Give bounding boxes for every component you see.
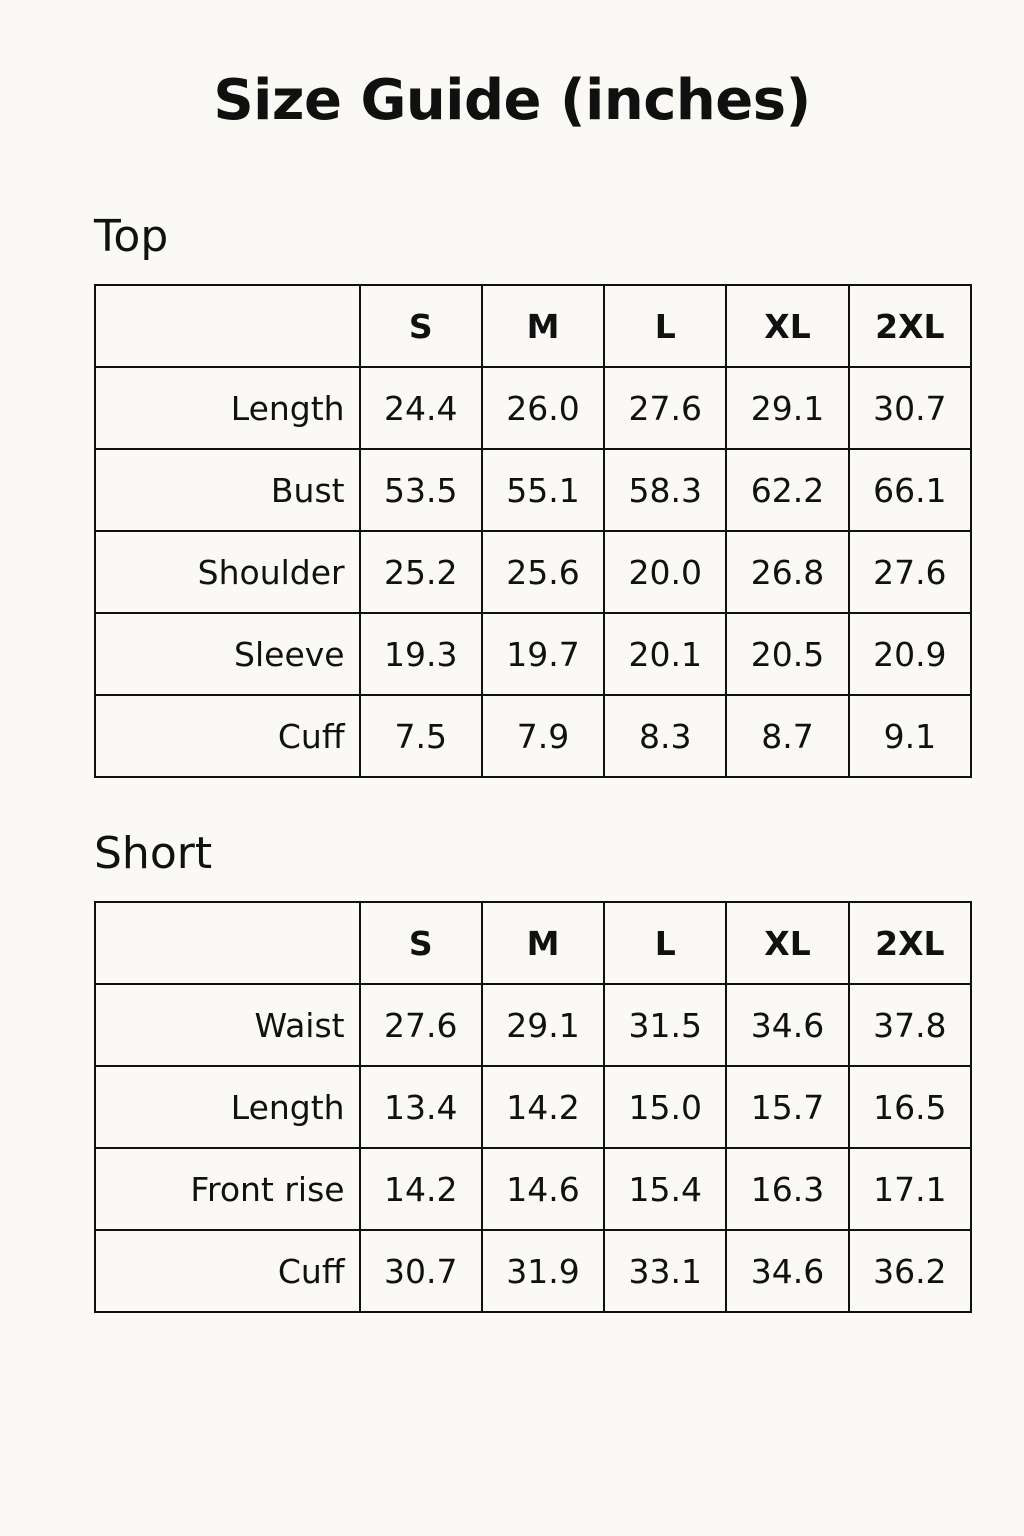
cell-value: 37.8 xyxy=(849,984,971,1066)
column-header-2xl: 2XL xyxy=(849,902,971,984)
cell-value: 17.1 xyxy=(849,1148,971,1230)
cell-value: 30.7 xyxy=(849,367,971,449)
cell-value: 14.2 xyxy=(482,1066,604,1148)
cell-value: 16.3 xyxy=(726,1148,848,1230)
cell-value: 15.0 xyxy=(604,1066,726,1148)
cell-value: 8.3 xyxy=(604,695,726,777)
cell-value: 20.0 xyxy=(604,531,726,613)
cell-value: 36.2 xyxy=(849,1230,971,1312)
cell-value: 26.0 xyxy=(482,367,604,449)
cell-value: 14.6 xyxy=(482,1148,604,1230)
section-short xyxy=(0,778,1024,1313)
size-table-short xyxy=(94,901,972,1313)
cell-value: 15.7 xyxy=(726,1066,848,1148)
cell-value: 14.2 xyxy=(360,1148,482,1230)
row-label: Length xyxy=(95,1066,360,1148)
column-header-m: M xyxy=(482,285,604,367)
column-header-s: S xyxy=(360,285,482,367)
table-row xyxy=(95,695,971,777)
cell-value: 66.1 xyxy=(849,449,971,531)
row-label: Bust xyxy=(95,449,360,531)
cell-value: 7.5 xyxy=(360,695,482,777)
cell-value: 25.6 xyxy=(482,531,604,613)
column-header-l: L xyxy=(604,285,726,367)
row-label: Front rise xyxy=(95,1148,360,1230)
cell-value: 33.1 xyxy=(604,1230,726,1312)
table-row xyxy=(95,449,971,531)
column-header-l: L xyxy=(604,902,726,984)
row-label: Cuff xyxy=(95,1230,360,1312)
cell-value: 34.6 xyxy=(726,1230,848,1312)
table-row xyxy=(95,531,971,613)
cell-value: 19.3 xyxy=(360,613,482,695)
cell-value: 24.4 xyxy=(360,367,482,449)
cell-value: 9.1 xyxy=(849,695,971,777)
column-header-xl: XL xyxy=(726,285,848,367)
table-row xyxy=(95,1066,971,1148)
cell-value: 29.1 xyxy=(482,984,604,1066)
column-header-m: M xyxy=(482,902,604,984)
row-label: Cuff xyxy=(95,695,360,777)
cell-value: 25.2 xyxy=(360,531,482,613)
table-row xyxy=(95,367,971,449)
table-row xyxy=(95,1148,971,1230)
row-label: Sleeve xyxy=(95,613,360,695)
page-title: Size Guide (inches) xyxy=(213,68,811,133)
table-row xyxy=(95,984,971,1066)
cell-value: 27.6 xyxy=(604,367,726,449)
section-heading-top: Top xyxy=(94,211,169,262)
cell-value: 20.1 xyxy=(604,613,726,695)
size-table-top xyxy=(94,284,972,778)
column-header-2xl: 2XL xyxy=(849,285,971,367)
table-corner-cell xyxy=(95,902,360,984)
cell-value: 55.1 xyxy=(482,449,604,531)
section-top xyxy=(0,133,1024,778)
cell-value: 26.8 xyxy=(726,531,848,613)
cell-value: 34.6 xyxy=(726,984,848,1066)
cell-value: 29.1 xyxy=(726,367,848,449)
table-row xyxy=(95,1230,971,1312)
table-row xyxy=(95,613,971,695)
cell-value: 53.5 xyxy=(360,449,482,531)
cell-value: 13.4 xyxy=(360,1066,482,1148)
cell-value: 16.5 xyxy=(849,1066,971,1148)
cell-value: 20.5 xyxy=(726,613,848,695)
column-header-xl: XL xyxy=(726,902,848,984)
row-label: Length xyxy=(95,367,360,449)
table-corner-cell xyxy=(95,285,360,367)
cell-value: 20.9 xyxy=(849,613,971,695)
row-label: Shoulder xyxy=(95,531,360,613)
cell-value: 30.7 xyxy=(360,1230,482,1312)
column-header-s: S xyxy=(360,902,482,984)
cell-value: 31.9 xyxy=(482,1230,604,1312)
cell-value: 15.4 xyxy=(604,1148,726,1230)
cell-value: 27.6 xyxy=(849,531,971,613)
table-header-row xyxy=(95,285,971,367)
cell-value: 62.2 xyxy=(726,449,848,531)
cell-value: 8.7 xyxy=(726,695,848,777)
cell-value: 27.6 xyxy=(360,984,482,1066)
cell-value: 19.7 xyxy=(482,613,604,695)
table-header-row xyxy=(95,902,971,984)
cell-value: 31.5 xyxy=(604,984,726,1066)
row-label: Waist xyxy=(95,984,360,1066)
cell-value: 7.9 xyxy=(482,695,604,777)
cell-value: 58.3 xyxy=(604,449,726,531)
section-heading-short: Short xyxy=(94,828,213,879)
